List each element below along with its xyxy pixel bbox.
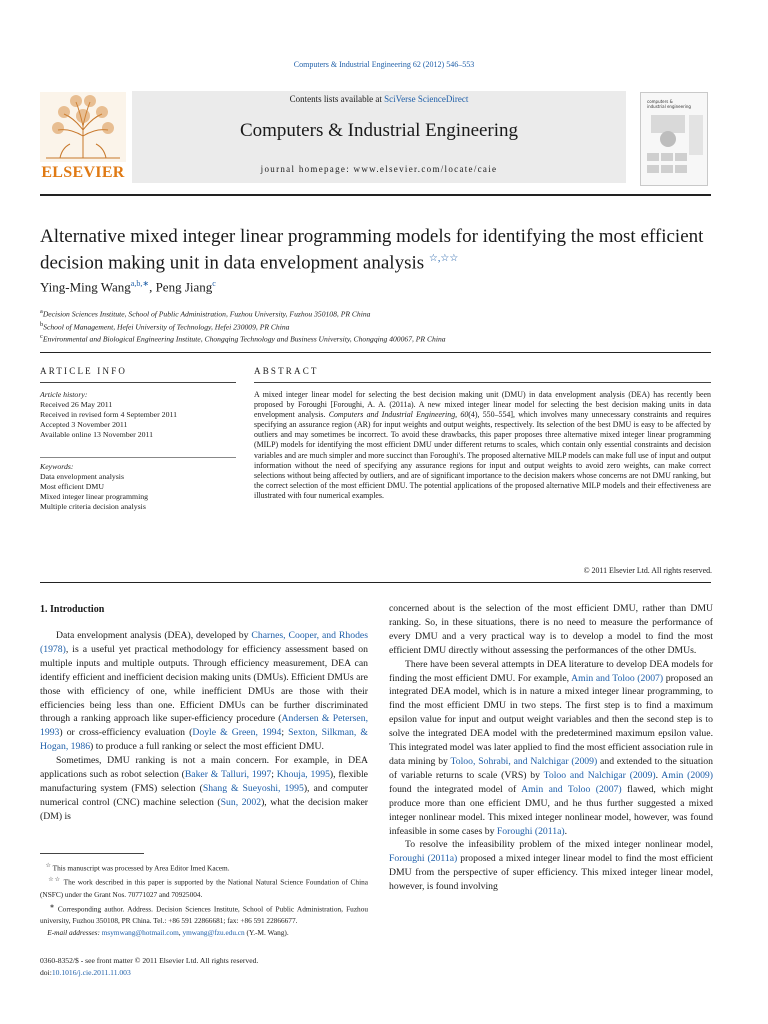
section-rule	[40, 352, 711, 353]
citation-link[interactable]: Toloo and Nalchigar (2009)	[543, 769, 656, 781]
email-link[interactable]: ymwang@fzu.edu.cn	[182, 928, 245, 938]
citation-link[interactable]: Sun, 2002	[220, 796, 262, 808]
citation-link[interactable]: Amin (2009)	[661, 769, 713, 781]
issn-line: 0360-8352/$ - see front matter © 2011 Elsevier Ltd. All rights reserved.	[40, 956, 259, 965]
keywords-label: Keywords:	[40, 462, 74, 471]
abstract-heading: ABSTRACT	[254, 366, 319, 376]
section-rule	[40, 582, 711, 583]
history-label: Article history:	[40, 390, 88, 399]
article-info-heading: ARTICLE INFO	[40, 366, 128, 376]
article-history	[40, 390, 236, 440]
doi-link[interactable]: 10.1016/j.cie.2011.11.003	[51, 968, 131, 977]
affiliation-line: $^c$Environmental and Biological Engineering Institute, Chongqing Technology and Business University, Chongqing 400067, PR China	[40, 333, 446, 344]
citation-link[interactable]: Baker & Talluri, 1997	[184, 769, 272, 781]
cover-title: computers & industrial engineering	[647, 99, 691, 109]
history-item: Received 26 May 2011	[40, 400, 113, 409]
citation-link[interactable]: Foroughi (2011a)	[389, 853, 458, 865]
author-name: Peng Jiang	[155, 279, 213, 295]
citation-link[interactable]: Shang & Sueyoshi, 1995	[202, 782, 304, 794]
introduction-heading: 1. Introduction	[40, 604, 105, 615]
affiliation-line: $^a$Decision Sciences Institute, School of Public Administration, Fuzhou University, Fuzhou 350108, PR China	[40, 308, 371, 319]
citation-link[interactable]: Andersen & Petersen, 1993	[40, 713, 368, 739]
journal-cover-thumbnail[interactable]	[640, 92, 708, 186]
contents-prefix: Contents lists available at	[289, 94, 385, 104]
footnote: ∗ Corresponding author. Address. Decision Sciences Institute, School of Public Administration, Fuzhou university, Fuzhou 350108, PR China. Tel.: +86 591 22866681; fax: +86 591 22866677.	[40, 903, 369, 926]
left-column	[40, 629, 368, 824]
elsevier-wordmark: ELSEVIER	[41, 164, 125, 181]
keyword: Mixed integer linear programming	[40, 492, 149, 501]
elsevier-tree-logo-icon	[40, 92, 126, 162]
doi-line: doi:10.1016/j.cie.2011.11.003	[40, 968, 131, 977]
sciencedirect-link[interactable]: SciVerse ScienceDirect	[384, 94, 469, 104]
author-list: Ying-Ming Wang$^{a,b,∗}$, Peng Jiang$^c$	[40, 279, 216, 295]
footnotes	[40, 860, 368, 939]
header-rule	[40, 194, 711, 196]
right-column	[389, 602, 713, 894]
journal-reference[interactable]: Computers & Industrial Engineering 62 (2012) 546–553	[293, 60, 475, 69]
author-name: Ying-Ming Wang	[40, 279, 131, 295]
email-link[interactable]: msymwang@hotmail.com	[101, 928, 179, 938]
paragraph: concerned about is the selection of the most efficient DMU, rather than DMU ranking. So, in these situations, there is no need to measure the performance of every DMU and a very practical way is to develop a model to find the most efficient DMU directly without assessing the performances of the other DMUs.	[389, 603, 713, 656]
affiliation-line: $^b$School of Management, Hefei University of Technology, Hefei 230009, PR China	[40, 320, 290, 332]
paragraph: Data envelopment analysis (DEA), developed by Charnes, Cooper, and Rhodes (1978), is a useful yet practical methodology for efficiency assessment based on multiple inputs and multiple outputs. Through efficiency measurement, DEA can identify efficient and inefficient decision making units (DMUs). Efficient DMUs are those with efficiency of one, while inefficient DMUs are those with their efficiencies being less than one. Efficient DMUs can be further discriminated through a ranking approach like super-efficiency procedure (Andersen & Petersen, 1993) or cross-efficiency evaluation (Doyle & Green, 1994; Sexton, Silkman, & Hogan, 1986) to produce a full ranking or select the most efficient DMU.	[40, 630, 368, 753]
abstract-rule	[254, 382, 711, 383]
history-item: Available online 13 November 2011	[40, 430, 154, 439]
article-info-rule	[40, 382, 236, 383]
abstract-copyright: © 2011 Elsevier Ltd. All rights reserved.	[583, 566, 712, 575]
keyword: Most efficient DMU	[40, 482, 104, 491]
history-rule	[40, 457, 236, 458]
title-footnote-marks[interactable]: ☆,☆☆	[428, 253, 459, 264]
author-affiliation-sup[interactable]: c	[212, 279, 216, 288]
journal-homepage[interactable]: journal homepage: www.elsevier.com/locate/caie	[260, 164, 498, 174]
citation-link[interactable]: Doyle & Green, 1994	[192, 727, 282, 739]
citation-link[interactable]: Khouja, 1995	[276, 769, 330, 781]
citation-link[interactable]: Toloo, Sohrabi, and Nalchigar (2009)	[450, 755, 598, 767]
paragraph: Sometimes, DMU ranking is not a main concern. For example, in DEA applications such as robot selection (Baker & Talluri, 1997; Khouja, 1995), flexible manufacturing system (FMS) selection (Shang & Sueyoshi, 1995), and computer numerical control (CNC) machine selection (Sun, 2002), what the decision maker (DM) is	[40, 755, 369, 822]
contents-line	[132, 94, 626, 104]
abstract-text: A mixed integer linear model for selecting the best decision making unit (DMU) in data envelopment analysis (DEA) has recently been proposed by Foroughi [Foroughi, A. A. (2011a). A new mixed integer linear model for selecting the best decision making units in data envelopment analysis. Computers and Industrial Engineering, 60(4), 550–554], which involves many unnecessary constraints and requires specifying an assurance region (AR) for input weights and output weights, respectively. Its selection of the best DMU is easy to be affected by outliers and may sometimes be incorrect. To avoid these drawbacks, this paper proposes three alternative mixed integer linear programming (MILP) models for identifying the most efficient DMU under different returns to scales, which contain only essential constraints and decision variables and are much simpler and more succinct than Foroughi's. The proposed alternative MILP models can make full use of input and output information without the need of specifying any assurance regions for input and output weights to avoid zero weights, can make correct selections without being affected by outliers, and are of significant importance to the decision makers whose concerns are not DMU ranking, but the correct selection of the most efficient DMU. The potential applications of the proposed alternative MILP models and their effectiveness are illustrated with four numerical examples.	[254, 390, 711, 500]
keyword: Data envelopment analysis	[40, 472, 125, 481]
footnote-rule	[40, 853, 144, 854]
affiliations	[40, 307, 712, 345]
article-title: Alternative mixed integer linear programming models for identifying the most efficient decision making unit in data envelopment analysis ☆,☆☆	[40, 226, 704, 274]
history-item: Received in revised form 4 September 2011	[40, 410, 177, 419]
citation-link[interactable]: Amin and Toloo (2007)	[521, 783, 622, 795]
publication-info	[40, 955, 440, 979]
keyword: Multiple criteria decision analysis	[40, 502, 146, 511]
journal-name: Computers & Industrial Engineering	[239, 120, 519, 141]
citation-link[interactable]: Charnes, Cooper, and Rhodes (1978)	[40, 630, 368, 655]
citation-link[interactable]: Foroughi (2011a)	[496, 825, 565, 837]
footnote-emails: E-mail addresses: msymwang@hotmail.com, ymwang@fzu.edu.cn (Y.-M. Wang).	[47, 928, 289, 938]
history-item: Accepted 3 November 2011	[40, 420, 128, 429]
footnote: ☆ This manuscript was processed by Area Editor Imed Kacem.	[45, 863, 230, 873]
keywords	[40, 462, 236, 512]
footnote: ☆☆ The work described in this paper is supported by the National Natural Science Foundation of China (NSFC) under the Grant Nos. 70771027 and 70925004.	[40, 877, 368, 899]
paragraph: To resolve the infeasibility problem of the mixed integer nonlinear model, Foroughi (2011a) proposed a mixed integer linear model to find the most efficient DMU from the perspective of super efficiency. This mixed integer linear model, however, is found involving	[389, 839, 713, 893]
paragraph: There have been several attempts in DEA literature to develop DEA models for finding the most efficient DMU. For example, Amin and Toloo (2007) proposed an integrated DEA model, which is in nature a mixed integer linear programming, to find the most efficient DMU in two steps. The first step is to find a maximum epsilon value for input and output weight variables and then the second step is to solve the integrated DEA model with the predetermined maximum epsilon value. This integrated model was later applied to find the most efficient association rule in data mining by Toloo, Sohrabi, and Nalchigar (2009) and extended to the situation of variable returns to scale (VRS) by Toloo and Nalchigar (2009). Amin (2009) found the integrated model of Amin and Toloo (2007) flawed, which might produce more than one efficient DMU, and he thus further suggested a mixed integer nonlinear model. This mixed integer nonlinear model, however, was found infeasible in some cases by Foroughi (2011a).	[389, 658, 714, 837]
citation-link[interactable]: Sexton, Silkman, & Hogan, 1986	[40, 727, 368, 753]
citation-link[interactable]: Amin and Toloo (2007)	[571, 672, 664, 684]
author-affiliation-sup[interactable]: a,b,∗	[130, 279, 150, 288]
